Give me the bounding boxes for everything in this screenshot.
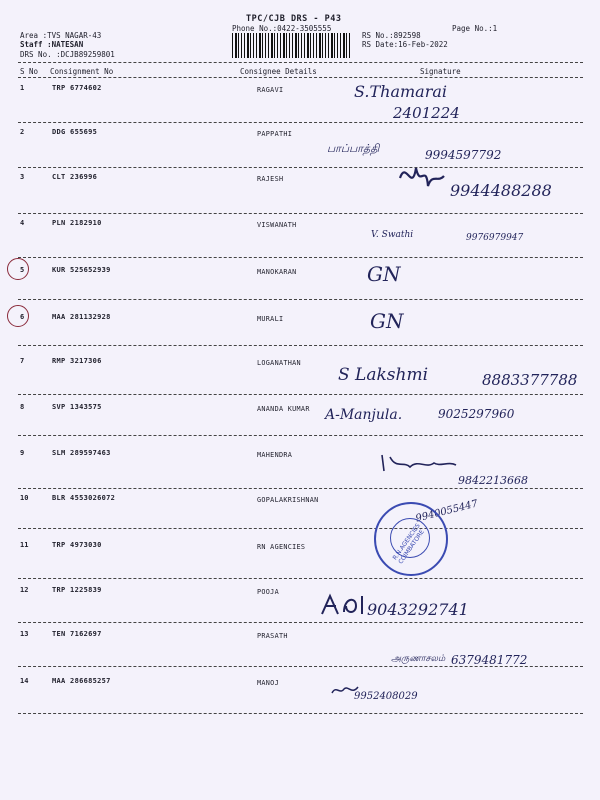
signature-text: அருணாசலம் bbox=[391, 654, 446, 664]
row-consignment: KUR 525652939 bbox=[52, 266, 111, 274]
signature-text: S Lakshmi bbox=[338, 365, 429, 385]
row-consignment: DDG 655695 bbox=[52, 128, 98, 136]
row-consignee: POOJA bbox=[257, 588, 279, 596]
row-divider bbox=[18, 435, 583, 436]
row-divider bbox=[18, 394, 583, 395]
column-consignee: Consignee Details bbox=[240, 67, 317, 76]
row-divider bbox=[18, 666, 583, 667]
row-consignee: MANOJ bbox=[257, 679, 279, 687]
signature-text: பாப்பாத்தி bbox=[327, 142, 380, 155]
phone-handwritten: 9025297960 bbox=[438, 407, 515, 421]
column-consignment: Consignment No bbox=[50, 67, 114, 76]
row-divider bbox=[18, 345, 583, 346]
circle-mark bbox=[7, 258, 29, 280]
row-divider bbox=[18, 167, 583, 168]
row-sno: 10 bbox=[20, 494, 29, 502]
row-sno: 14 bbox=[20, 677, 29, 685]
barcode bbox=[232, 33, 352, 58]
drs-number: DRS No. :DCJB89259801 bbox=[20, 50, 115, 59]
row-divider bbox=[18, 213, 583, 214]
phone-handwritten: 9976979947 bbox=[466, 233, 524, 243]
row-consignee: RAJESH bbox=[257, 175, 284, 183]
table-row bbox=[0, 219, 600, 269]
row-consignment: TEN 7162697 bbox=[52, 630, 102, 638]
table-row bbox=[0, 309, 600, 363]
table-row bbox=[0, 262, 600, 316]
signature-text: A-Manjula. bbox=[325, 407, 403, 423]
row-sno: 4 bbox=[20, 219, 25, 227]
row-sno: 6 bbox=[20, 313, 25, 321]
row-divider bbox=[18, 257, 583, 258]
row-consignee: RN AGENCIES bbox=[257, 543, 306, 551]
row-consignee: PRASATH bbox=[257, 632, 288, 640]
row-consignee: ANANDA KUMAR bbox=[257, 405, 310, 413]
document-title: TPC/CJB DRS - P43 bbox=[246, 14, 342, 24]
phone-handwritten: 2401224 bbox=[393, 104, 460, 122]
row-consignee: MURALI bbox=[257, 315, 284, 323]
row-consignee: LOGANATHAN bbox=[257, 359, 301, 367]
rs-number: RS No.:892598 bbox=[362, 31, 421, 40]
signature-scribble bbox=[398, 158, 448, 198]
signature-text: S.Thamarai bbox=[354, 82, 448, 101]
row-consignment: PLN 2182910 bbox=[52, 219, 102, 227]
column-sno: S No bbox=[20, 67, 39, 76]
row-consignment: RMP 3217306 bbox=[52, 357, 102, 365]
row-consignee: RAGAVI bbox=[257, 86, 284, 94]
row-sno: 3 bbox=[20, 173, 25, 181]
row-sno: 7 bbox=[20, 357, 25, 365]
table-row bbox=[0, 449, 600, 499]
phone-number: Phone No.:0422-3505555 bbox=[232, 24, 332, 33]
row-sno: 9 bbox=[20, 449, 25, 457]
table-row bbox=[0, 494, 600, 544]
row-consignee: PAPPATHI bbox=[257, 130, 293, 138]
row-consignment: TRP 4973030 bbox=[52, 541, 102, 549]
column-divider bbox=[18, 77, 583, 78]
row-divider bbox=[18, 622, 583, 623]
table-row bbox=[0, 357, 600, 407]
row-consignee: GOPALAKRISHNAN bbox=[257, 496, 319, 504]
phone-handwritten: 9994597792 bbox=[425, 148, 502, 162]
header-divider bbox=[18, 62, 583, 63]
phone-handwritten: 9842213668 bbox=[458, 474, 528, 487]
row-consignment: MAA 281132928 bbox=[52, 313, 111, 321]
row-divider bbox=[18, 299, 583, 300]
table-row bbox=[0, 586, 600, 636]
row-consignment: SVP 1343575 bbox=[52, 403, 102, 411]
column-signature: Signature bbox=[420, 67, 461, 76]
table-row bbox=[0, 173, 600, 223]
signature-scribble bbox=[378, 453, 458, 475]
circle-mark bbox=[7, 305, 29, 327]
rs-date: RS Date:16-Feb-2022 bbox=[362, 40, 448, 49]
table-row bbox=[0, 677, 600, 727]
row-divider bbox=[18, 488, 583, 489]
row-sno: 8 bbox=[20, 403, 25, 411]
row-consignment: CLT 236996 bbox=[52, 173, 98, 181]
row-consignee: MANOKARAN bbox=[257, 268, 297, 276]
row-divider bbox=[18, 122, 583, 123]
signature-text: GN bbox=[370, 309, 404, 333]
row-sno: 2 bbox=[20, 128, 25, 136]
row-sno: 1 bbox=[20, 84, 25, 92]
row-consignment: TRP 6774602 bbox=[52, 84, 102, 92]
table-row bbox=[0, 630, 600, 680]
row-sno: 12 bbox=[20, 586, 29, 594]
signature-text: 9940055447 bbox=[414, 498, 480, 525]
area-label: Area :TVS NAGAR-43 bbox=[20, 31, 102, 40]
staff-label: Staff :NATESAN bbox=[20, 40, 84, 49]
row-sno: 11 bbox=[20, 541, 29, 549]
table-row bbox=[0, 84, 600, 134]
row-sno: 13 bbox=[20, 630, 29, 638]
phone-handwritten: 9043292741 bbox=[367, 600, 469, 619]
row-consignee: MAHENDRA bbox=[257, 451, 293, 459]
table-row bbox=[0, 403, 600, 453]
row-divider bbox=[18, 528, 583, 529]
row-consignment: SLM 289597463 bbox=[52, 449, 111, 457]
signature-text: GN bbox=[367, 262, 401, 286]
table-row bbox=[0, 541, 600, 591]
row-divider bbox=[18, 578, 583, 579]
signature-scribble bbox=[320, 592, 370, 618]
phone-handwritten: 9944488288 bbox=[450, 181, 552, 200]
signature-text: V. Swathi bbox=[371, 230, 414, 240]
company-stamp bbox=[374, 502, 448, 576]
table-row bbox=[0, 128, 600, 178]
phone-handwritten: 8883377788 bbox=[482, 371, 578, 389]
row-consignment: TRP 1225839 bbox=[52, 586, 102, 594]
phone-handwritten: 9952408029 bbox=[354, 691, 418, 702]
row-consignee: VISWANATH bbox=[257, 221, 297, 229]
row-sno: 5 bbox=[20, 266, 25, 274]
row-divider bbox=[18, 713, 583, 714]
page-number: Page No.:1 bbox=[452, 24, 498, 33]
row-consignment: MAA 286685257 bbox=[52, 677, 111, 685]
row-consignment: BLR 4553026072 bbox=[52, 494, 116, 502]
phone-handwritten: 6379481772 bbox=[451, 653, 528, 667]
stamp-text: R.N.AGENCIES COIMBATORE bbox=[391, 522, 426, 566]
